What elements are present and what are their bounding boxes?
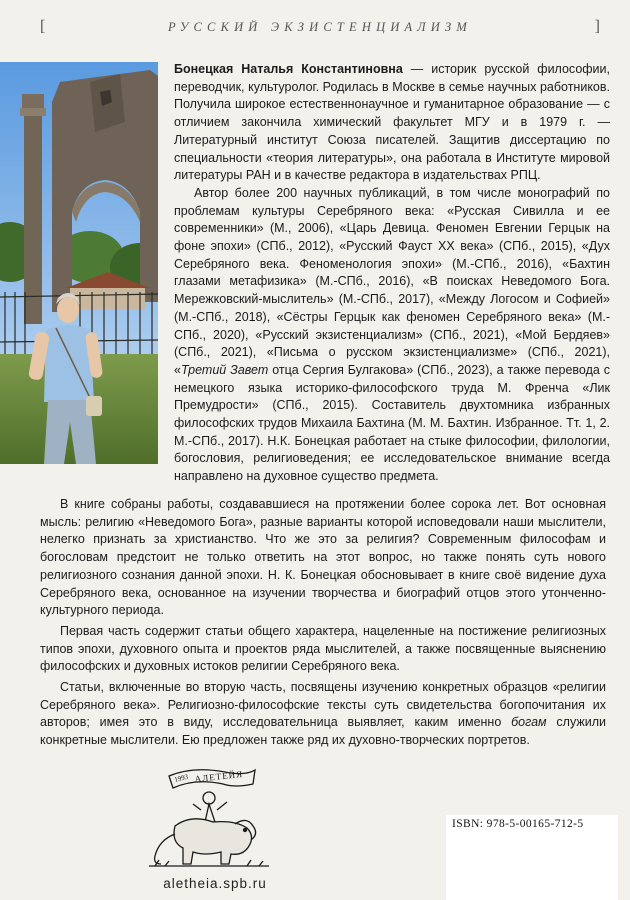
description-paragraph-2: Первая часть содержит статьи общего характера, нацеленные на постижение религиозных типов эпохи, духовного опыта и проектов ряда мыслителей, а также посвященные выяснению философских и духовных истоков религии Серебряного века. — [40, 623, 606, 674]
bio-paragraph-2 — [174, 185, 610, 486]
description-p3-b: служили конкретные мыслители. Ею предложен также ряд их духовно-творческих портретов. — [40, 715, 606, 748]
author-photo — [0, 62, 158, 464]
description-p3-a: Статьи, включенные во вторую часть, посвящены изучению конкретных образцов «религии Серебряного века». Религиозно-философские тексты суть свидетельства богопочитания их авторов; имея это в виду, исследовательница выявляет, каким именно — [40, 680, 606, 730]
bio-paragraph-1 — [174, 61, 610, 185]
book-description — [40, 496, 606, 753]
series-bracket-right: ] — [594, 18, 600, 35]
publisher-logo — [135, 764, 283, 872]
description-paragraph-3 — [40, 679, 606, 750]
publisher-name: АЛЕТЕЙЯ — [194, 768, 244, 784]
bio-p2-text: Автор более 200 научных публикаций, в том числе монографий по проблемам культуры Серебряного века: «Русская Сивилла и ее современники» (М., 2006), «Царь Девица. Феномен Евгении Герцык на фоне эпохи» (СПб., 2012), «Русский Фауст XX века» (СПб., 2015), «Дух Серебряного века. Феноменология эпохи» (М.-СПб., 2016), «Бахтин глазами метафизика» (М.-СПб., 2016), «В поисках Неведомого Бога. Мережковский-мыслитель» (М.-СПб., 2017), «Между Логосом и Софией» (М.-СПб., 2018), «Сёстры Герцык как феномен Серебряного века» (М.-СПб., 2020), «Русский экзистенциализм» (СПб., 2021), «Мой Бердяев» (СПб., 2021), «Письма о русском экзистенциализме» (СПб., 2021), « — [174, 185, 610, 377]
description-p3-italic: богам — [511, 715, 547, 730]
series-header — [40, 16, 600, 38]
barcode-area — [446, 815, 618, 900]
bio-p2-italic: Третий Завет — [180, 362, 269, 377]
author-name: Бонецкая Наталья Константиновна — [174, 62, 403, 76]
publisher-year: 1993 — [173, 772, 190, 784]
publisher-website[interactable]: aletheia.spb.ru — [163, 876, 267, 891]
description-paragraph-1: В книге собраны работы, создававшиеся на протяжении более сорока лет. Вот основная мысль: религию «Неведомого Бога», разные варианты которой исповедовали наши мыслители, нелегко признать за христианство. Что же это за религия? Современным философам и богословам предстоит не только ответить на этот вопрос, но также понять суть нового религиозного сознания данной эпохи. Н. К. Бонецкая обосновывает в книге своё видение духа Серебряного века, основанное на изучении творчества и биографий отцов этого утонченно-культурного периода. — [40, 497, 606, 618]
bio-p2-rest: отца Сергия Булгакова» (СПб., 2023), а также перевода с немецкого языка историко-философского труда М. Френча «Лик Премудрости» (СПб., 2015). Составитель двухтомника избранных философских трудов Михаила Бахтина (М. М. Бахтин. Избранное. Тт. 1, 2. М.-СПб., 2017). Н.К. Бонецкая работает на стыке философии, филологии, богословия, религиоведения; ее исследовательское внимание всегда направлено на духовное существо предмета. — [174, 362, 611, 484]
series-title: РУССКИЙ ЭКЗИСТЕНЦИАЛИЗМ — [167, 19, 473, 34]
isbn-number: ISBN: 978-5-00165-712-5 — [452, 818, 584, 830]
series-bracket-left: [ — [40, 18, 46, 35]
bio-p1-text: — историк русской философии, переводчик, культуролог. Родилась в Москве в семье научных работников. Получила широкое естественнонаучное и гуманитарное образование — с отличием закончила химический факультет МГУ и в 1979 г. — Литературный институт Союза писателей. Защитив диссертацию по специальности «теория литературы», она работала в Институте мировой литературы РАН и в качестве редактора в издательствах РПЦ. — [174, 62, 610, 183]
author-bio — [174, 61, 610, 486]
